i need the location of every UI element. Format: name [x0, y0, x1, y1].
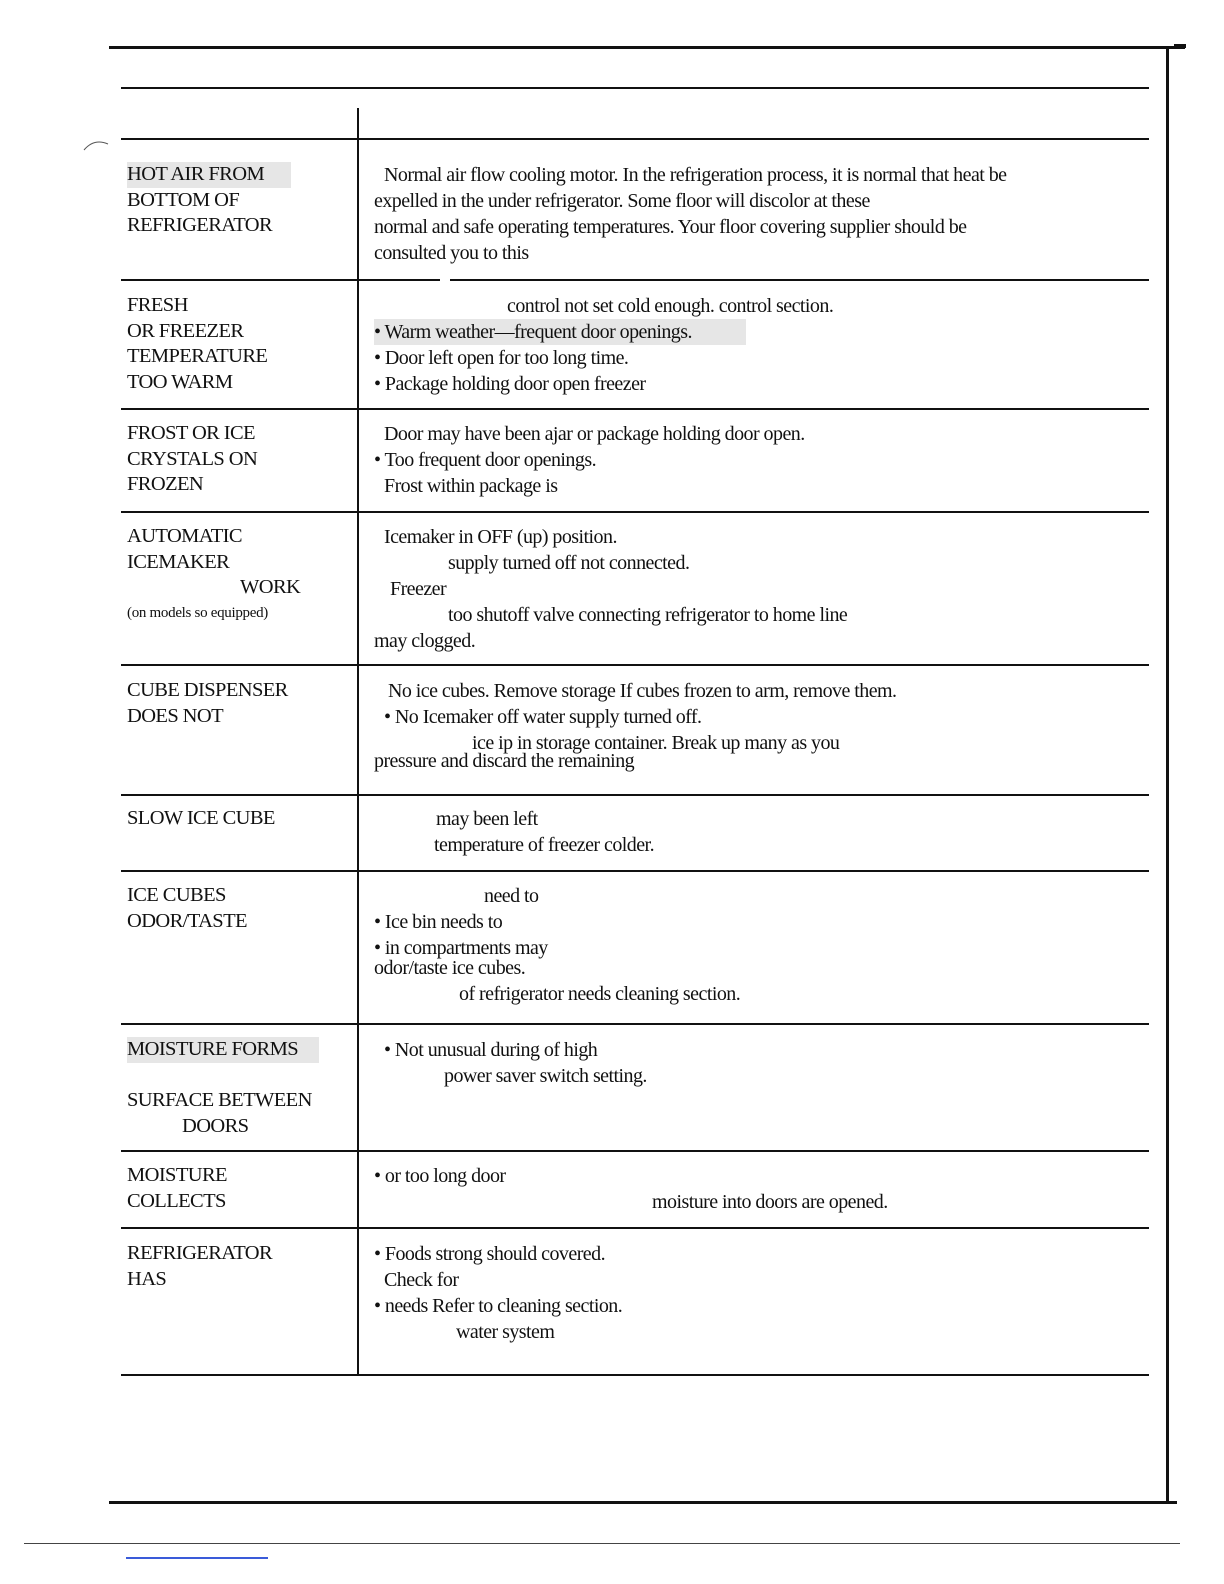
problem-text: CRYSTALS ON — [127, 447, 258, 470]
cause-text: consulted you to this — [374, 242, 529, 264]
problem-cell — [127, 806, 352, 832]
cause-text: ice ip in storage container. Break up many as you — [472, 732, 840, 754]
problem-text: TOO WARM — [127, 370, 233, 393]
scan-mark — [82, 136, 112, 152]
cause-text: Freezer — [390, 578, 447, 600]
table-top-rule — [121, 87, 1149, 89]
cause-text: temperature of freezer colder. — [434, 834, 655, 856]
problem-text: COLLECTS — [127, 1189, 226, 1212]
right-border — [1166, 48, 1169, 1503]
cause-text: • Ice bin needs to — [374, 911, 503, 933]
problem-text: BOTTOM OF — [127, 188, 240, 211]
cause-text: of refrigerator needs cleaning section. — [459, 983, 741, 1005]
problem-text: SURFACE BETWEEN — [127, 1089, 312, 1111]
row-rule — [121, 511, 1149, 513]
row-rule — [450, 279, 1149, 281]
cause-text: water system — [456, 1321, 555, 1343]
cause-cell — [374, 1163, 1144, 1215]
cause-text: may clogged. — [374, 630, 476, 652]
cause-text: Frost within package is — [384, 475, 558, 497]
problem-cell — [127, 421, 352, 498]
cause-text: moisture into doors are opened. — [652, 1191, 888, 1213]
cause-text: odor/taste ice cubes. — [374, 957, 526, 979]
problem-cell — [127, 1163, 352, 1214]
problem-cell — [127, 524, 352, 626]
problem-text: WORK — [240, 576, 301, 598]
problem-text: AUTOMATIC — [127, 525, 242, 547]
bottom-border — [109, 1501, 1177, 1504]
problem-cell — [127, 162, 352, 239]
cause-text: may been left — [436, 808, 538, 830]
problem-text: FRESH — [127, 294, 188, 316]
cause-text: • Warm weather—frequent door openings. — [374, 319, 746, 345]
problem-cell — [127, 1037, 352, 1139]
cause-cell — [374, 678, 1144, 774]
cause-text: need to — [484, 885, 539, 907]
row-rule — [121, 1227, 1149, 1229]
table-header-rule — [121, 138, 1149, 140]
problem-text: FROZEN — [127, 473, 204, 495]
row-rule — [121, 664, 1149, 666]
row-rule — [121, 408, 1149, 410]
cause-text: • needs Refer to cleaning section. — [374, 1295, 623, 1317]
cause-text: control not set cold enough. control section. — [507, 295, 834, 317]
problem-text: OR FREEZER — [127, 319, 244, 342]
cause-text: Check for — [384, 1269, 459, 1291]
cause-cell — [374, 162, 1144, 266]
cause-text: No ice cubes. Remove storage If cubes frozen to arm, remove them. — [388, 680, 897, 702]
cause-text: • No Icemaker off water supply turned off. — [384, 706, 702, 728]
row-rule — [121, 1150, 1149, 1152]
problem-text: DOORS — [182, 1114, 249, 1137]
problem-text: CUBE DISPENSER — [127, 679, 288, 701]
problem-text: (on models so equipped) — [127, 604, 268, 621]
top-edge-mark — [1174, 44, 1186, 48]
cause-text: expelled in the under refrigerator. Some floor will discolor at these — [374, 190, 870, 212]
problem-text: ICE CUBES — [127, 884, 226, 906]
cause-text: Door may have been ajar or package holding door open. — [384, 423, 805, 445]
cause-text: pressure and discard the remaining — [374, 750, 635, 772]
cause-text: Normal air flow cooling motor. In the refrigeration process, it is normal that heat be — [384, 164, 1007, 186]
cause-text: • Not unusual during of high — [384, 1039, 598, 1061]
problem-cell — [127, 293, 352, 395]
cause-text: too shutoff valve connecting refrigerator to home line — [448, 604, 848, 626]
footer-line — [24, 1543, 1180, 1544]
cause-text: Icemaker in OFF (up) position. — [384, 526, 617, 548]
cause-text: • or too long door — [374, 1165, 506, 1187]
cause-text: normal and safe operating temperatures. Your floor covering supplier should be — [374, 216, 967, 238]
row-rule — [121, 279, 440, 281]
problem-cell — [127, 678, 352, 729]
problem-text: MOISTURE FORMS — [127, 1037, 319, 1063]
top-border — [109, 46, 1185, 49]
cause-text: • Door left open for too long time. — [374, 347, 629, 369]
cause-text: power saver switch setting. — [444, 1065, 647, 1087]
problem-text: REFRIGERATOR — [127, 1242, 273, 1264]
problem-text: DOES NOT — [127, 704, 223, 727]
cause-cell — [374, 1241, 1144, 1345]
cause-text: • Too frequent door openings. — [374, 449, 597, 471]
cause-text: • Package holding door open freezer — [374, 373, 646, 395]
cause-cell — [374, 293, 1144, 397]
table-bottom-rule — [121, 1374, 1149, 1376]
problem-text: REFRIGERATOR — [127, 214, 273, 236]
problem-cell — [127, 883, 352, 934]
problem-text: ODOR/TASTE — [127, 909, 247, 932]
problem-text: MOISTURE — [127, 1164, 227, 1186]
problem-text: HOT AIR FROM — [127, 162, 291, 188]
row-rule — [121, 870, 1149, 872]
cause-text: supply turned off not connected. — [448, 552, 690, 574]
cause-cell — [374, 806, 1144, 858]
cause-cell — [374, 1037, 1144, 1089]
problem-text: SLOW ICE CUBE — [127, 807, 275, 829]
problem-text: TEMPERATURE — [127, 345, 268, 367]
problem-text: ICEMAKER — [127, 550, 230, 573]
footer-link-underline — [126, 1557, 268, 1559]
problem-text: HAS — [127, 1267, 167, 1290]
cause-cell — [374, 421, 1144, 499]
cause-text: • in compartments may — [374, 937, 548, 959]
cause-text: • Foods strong should covered. — [374, 1243, 606, 1265]
cause-cell — [374, 524, 1144, 654]
problem-text: FROST OR ICE — [127, 422, 255, 444]
column-divider — [357, 108, 359, 1376]
row-rule — [121, 794, 1149, 796]
row-rule — [121, 1023, 1149, 1025]
problem-text — [127, 1063, 352, 1089]
cause-cell — [374, 883, 1144, 1007]
problem-cell — [127, 1241, 352, 1292]
